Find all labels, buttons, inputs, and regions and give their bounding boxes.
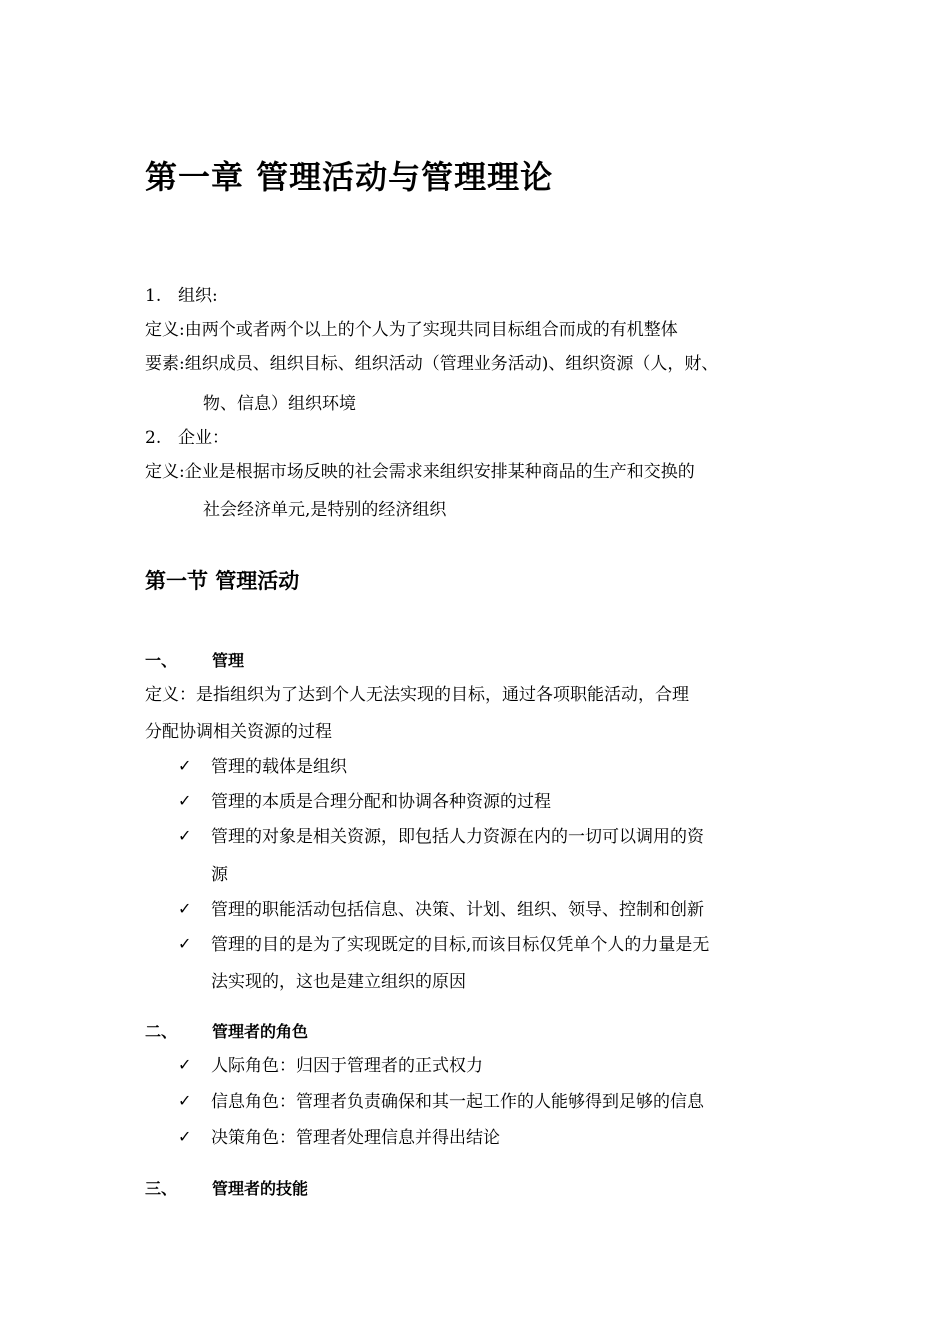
list-number: 1. — [145, 286, 162, 306]
part-heading-management — [145, 648, 244, 671]
bullet-item: 决策角色：管理者处理信息并得出结论 — [211, 1128, 500, 1148]
check-icon: ✓ — [178, 756, 192, 775]
part-heading-skills — [145, 1176, 308, 1199]
part-title: 管理者的角色 — [212, 1022, 309, 1041]
list-label: 企业： — [178, 428, 229, 448]
bullet-item: 信息角色：管理者负责确保和其一起工作的人能够得到足够的信息 — [211, 1092, 704, 1112]
check-icon: ✓ — [178, 791, 192, 810]
part-number: 三、 — [145, 1179, 178, 1198]
bullet-item: 人际角色：归因于管理者的正式权力 — [211, 1056, 483, 1076]
bullet-item-cont: 法实现的，这也是建立组织的原因 — [211, 972, 466, 992]
check-icon: ✓ — [178, 1091, 192, 1110]
bullet-item-cont: 源 — [211, 865, 228, 885]
part-title: 管理 — [212, 651, 245, 670]
enterprise-definition-cont: 社会经济单元,是特别的经济组织 — [203, 500, 447, 520]
section-title: 第一节 管理活动 — [145, 569, 300, 593]
enterprise-definition: 定义:企业是根据市场反映的社会需求来组织安排某种商品的生产和交换的 — [145, 462, 695, 482]
list-number: 2. — [145, 428, 162, 448]
part-heading-roles — [145, 1019, 308, 1042]
bullet-item: 管理的目的是为了实现既定的目标,而该目标仅凭单个人的力量是无 — [211, 935, 710, 955]
part-title: 管理者的技能 — [212, 1179, 309, 1198]
organization-definition: 定义:由两个或者两个以上的个人为了实现共同目标组合而成的有机整体 — [145, 320, 678, 340]
check-icon: ✓ — [178, 1127, 192, 1146]
bullet-item: 管理的载体是组织 — [211, 757, 347, 777]
management-definition-cont: 分配协调相关资源的过程 — [145, 722, 332, 742]
organization-elements: 要素:组织成员、组织目标、组织活动（管理业务活动)、组织资源（人，财、 — [145, 354, 719, 374]
chapter-title: 第一章 管理活动与管理理论 — [145, 158, 554, 196]
check-icon: ✓ — [178, 899, 192, 918]
list-item-organization — [145, 285, 218, 307]
check-icon: ✓ — [178, 1055, 192, 1074]
part-number: 一、 — [145, 651, 178, 670]
bullet-item: 管理的本质是合理分配和协调各种资源的过程 — [211, 792, 551, 812]
check-icon: ✓ — [178, 934, 192, 953]
bullet-item: 管理的职能活动包括信息、决策、计划、组织、领导、控制和创新 — [211, 900, 704, 920]
bullet-item: 管理的对象是相关资源，即包括人力资源在内的一切可以调用的资 — [211, 827, 704, 847]
list-item-enterprise — [145, 427, 229, 449]
check-icon: ✓ — [178, 826, 192, 845]
part-number: 二、 — [145, 1022, 178, 1041]
list-label: 组织: — [178, 286, 218, 306]
management-definition: 定义：是指组织为了达到个人无法实现的目标，通过各项职能活动，合理 — [145, 685, 689, 705]
organization-elements-cont: 物、信息）组织环境 — [203, 394, 356, 414]
